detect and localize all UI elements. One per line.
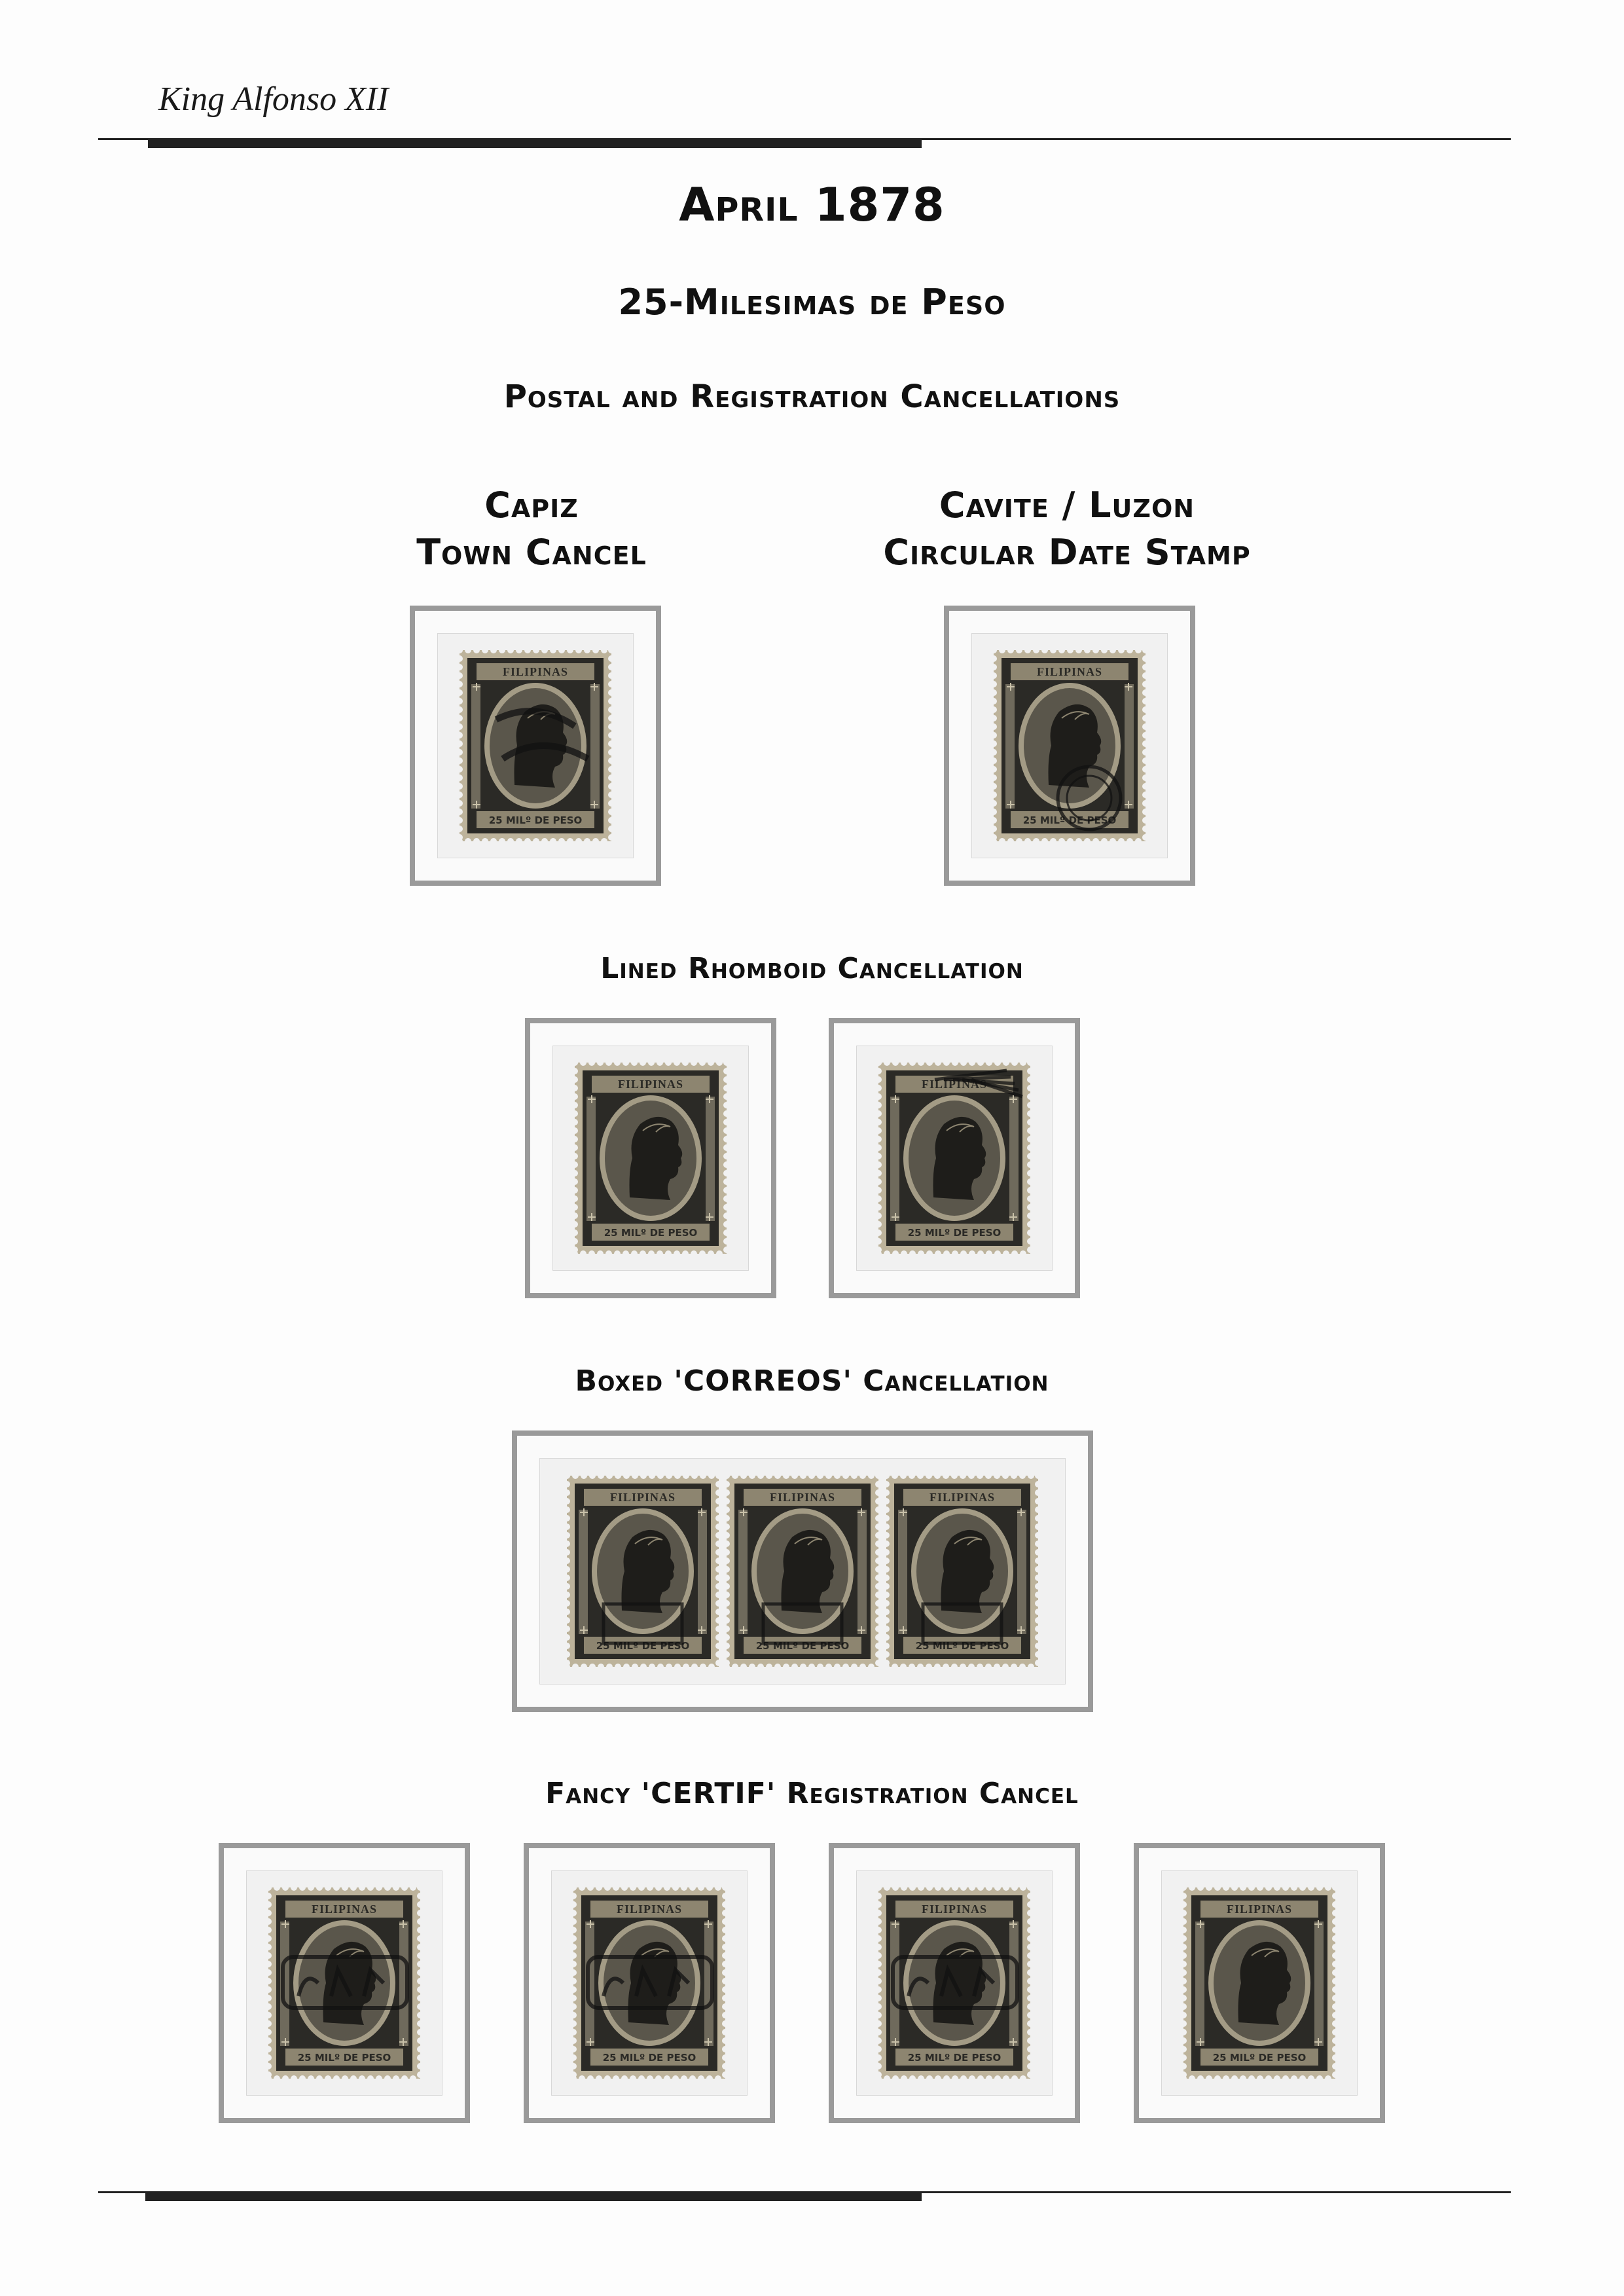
- series-title: King Alfonso XII: [158, 81, 389, 118]
- mount-certif-3: [829, 1843, 1080, 2123]
- mount-rhomboid-2: [829, 1018, 1080, 1298]
- stamp-certif-2: [571, 1885, 728, 2081]
- page-subtitle: Postal and Registration Cancellations: [503, 378, 1121, 415]
- svg-text:FILIPINAS: FILIPINAS: [769, 1491, 836, 1504]
- svg-text:25 MILº DE PESO: 25 MILº DE PESO: [907, 2052, 1001, 2064]
- svg-text:25 MILº DE PESO: 25 MILº DE PESO: [1022, 814, 1117, 826]
- stamp-rhomboid-2: [876, 1060, 1033, 1256]
- stamp-certif-3: [876, 1885, 1033, 2081]
- svg-text:FILIPINAS: FILIPINAS: [921, 1903, 988, 1916]
- svg-text:25 MILº DE PESO: 25 MILº DE PESO: [907, 1227, 1001, 1239]
- stamp-certif-4: [1181, 1885, 1338, 2081]
- mount-certif-2: [524, 1843, 775, 2123]
- svg-text:FILIPINAS: FILIPINAS: [502, 665, 569, 678]
- svg-text:25 MILº DE PESO: 25 MILº DE PESO: [596, 1640, 690, 1652]
- svg-text:25 MILº DE PESO: 25 MILº DE PESO: [488, 814, 583, 826]
- svg-text:25 MILº DE PESO: 25 MILº DE PESO: [297, 2052, 391, 2064]
- svg-text:25 MILº DE PESO: 25 MILº DE PESO: [602, 2052, 696, 2064]
- svg-text:FILIPINAS: FILIPINAS: [929, 1491, 996, 1504]
- caption-capiz-line2: Town Cancel: [416, 532, 647, 573]
- mount-cavite: [944, 606, 1195, 886]
- footer-rule-thick: [145, 2192, 922, 2201]
- page-title-value: 25-Milesimas de Peso: [618, 282, 1006, 323]
- svg-text:25 MILº DE PESO: 25 MILº DE PESO: [1212, 2052, 1307, 2064]
- mount-capiz: [410, 606, 661, 886]
- header-rule-thick: [148, 139, 922, 148]
- mount-certif-1: [219, 1843, 470, 2123]
- svg-text:FILIPINAS: FILIPINAS: [616, 1903, 683, 1916]
- stamp-capiz: [457, 647, 614, 844]
- caption-cavite-line2: Circular Date Stamp: [883, 532, 1251, 573]
- svg-text:FILIPINAS: FILIPINAS: [1226, 1903, 1293, 1916]
- mount-certif-4: [1134, 1843, 1385, 2123]
- section-title-rhomboid: Lined Rhomboid Cancellation: [600, 952, 1024, 985]
- stamp-correos-1: [564, 1473, 721, 1669]
- svg-text:25 MILº DE PESO: 25 MILº DE PESO: [604, 1227, 698, 1239]
- svg-text:25 MILº DE PESO: 25 MILº DE PESO: [755, 1640, 850, 1652]
- svg-text:FILIPINAS: FILIPINAS: [609, 1491, 676, 1504]
- mount-correos-strip: [512, 1430, 1093, 1712]
- stamp-certif-1: [266, 1885, 423, 2081]
- svg-text:FILIPINAS: FILIPINAS: [921, 1078, 988, 1091]
- svg-text:FILIPINAS: FILIPINAS: [311, 1903, 378, 1916]
- stamp-correos-2: [724, 1473, 881, 1669]
- svg-text:FILIPINAS: FILIPINAS: [617, 1078, 684, 1091]
- mount-rhomboid-1: [525, 1018, 776, 1298]
- caption-capiz-line1: Capiz: [484, 484, 579, 526]
- caption-capiz: [335, 482, 728, 576]
- page-title-date: April 1878: [679, 178, 945, 232]
- stamp-cavite: [991, 647, 1148, 844]
- svg-text:25 MILº DE PESO: 25 MILº DE PESO: [915, 1640, 1009, 1652]
- section-title-certif: Fancy 'CERTIF' Registration Cancel: [545, 1777, 1079, 1810]
- section-title-correos: Boxed 'CORREOS' Cancellation: [575, 1364, 1049, 1398]
- stamp-rhomboid-1: [572, 1060, 729, 1256]
- caption-cavite: [805, 482, 1329, 576]
- caption-cavite-line1: Cavite / Luzon: [939, 484, 1195, 526]
- svg-text:FILIPINAS: FILIPINAS: [1036, 665, 1103, 678]
- stamp-correos-3: [884, 1473, 1041, 1669]
